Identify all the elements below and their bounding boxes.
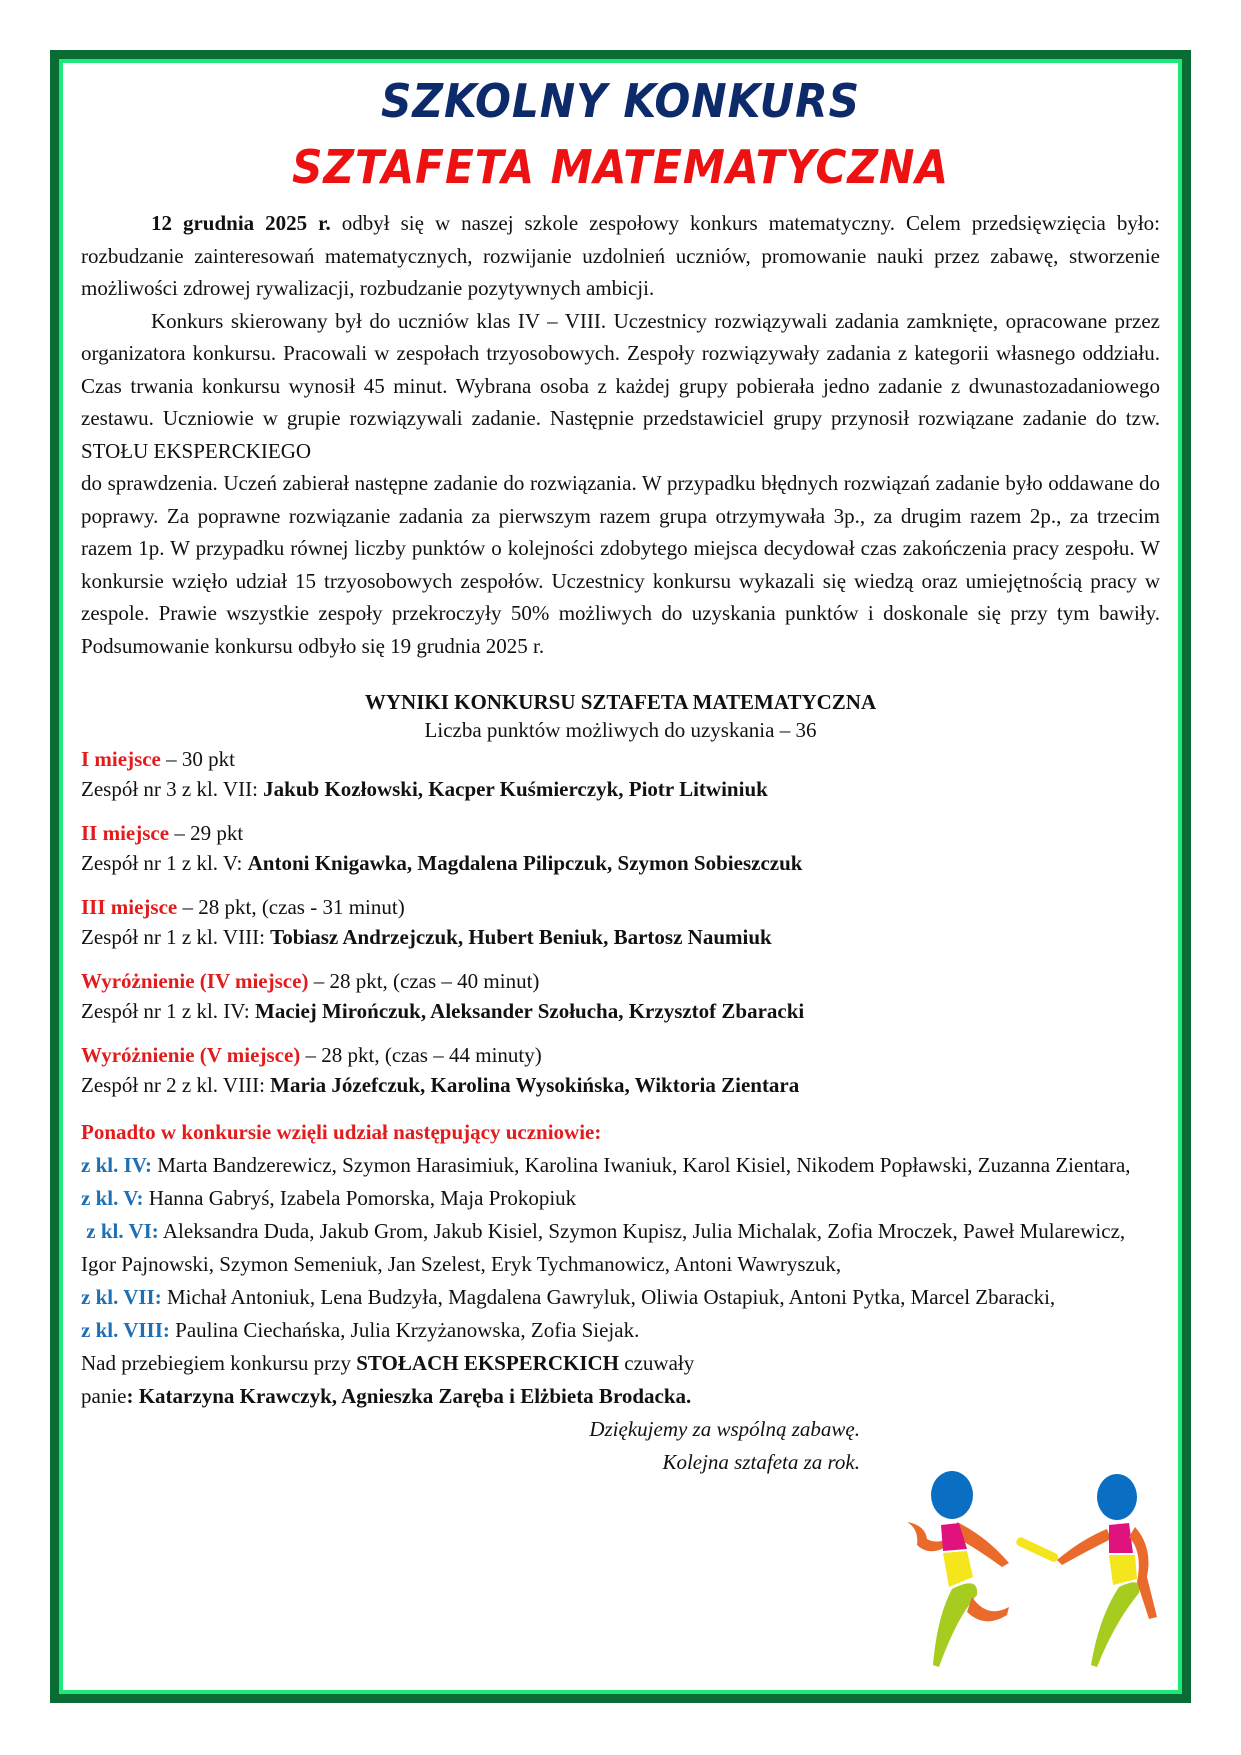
participants-class-6: z kl. VI: Aleksandra Duda, Jakub Grom, Jakub Kisiel, Szymon Kupisz, Julia Michalak, Zofia Mroczek, Paweł Mularewicz, Igor Pajnowski, Szymon Semeniuk, Jan Szelest, Eryk Tychmanowicz, Antoni Wawryszuk, (81, 1219, 1131, 1276)
result-place-1: I miejsce – 30 pkt Zespół nr 3 z kl. VII: Jakub Kozłowski, Kacper Kuśmierczyk, Piotr Litwiniuk (81, 747, 768, 801)
result-place-3: III miejsce – 28 pkt, (czas - 31 minut) Zespół nr 1 z kl. VIII: Tobiasz Andrzejczuk, Hubert Beniuk, Bartosz Naumiuk (81, 895, 772, 949)
participants-section (81, 1116, 1160, 1479)
result-place-2: II miejsce – 29 pkt Zespół nr 1 z kl. V: Antoni Knigawka, Magdalena Pilipczuk, Szymon Sobieszczuk (81, 821, 803, 875)
closing-next-year: Kolejna sztafeta za rok. (662, 1450, 860, 1474)
document-body (81, 59, 1160, 1479)
results-max-points: Liczba punktów możliwych do uzyskania – 36 (424, 718, 817, 742)
intro-paragraph-1: 12 grudnia 2025 r. odbył się w naszej szkole zespołowy konkurs matematyczny. Celem przedsięwzięcia było: rozbudzanie zainteresowań matematycznych, rozwijanie uzdolnień uczniów, promowanie nauki przez zabawę, stworzenie możliwości zdrowej rywalizacji, rozbudzanie pozytywnych ambicji. (81, 211, 1160, 300)
participants-class-8: z kl. VIII: Paulina Ciechańska, Julia Krzyżanowska, Zofia Siejak. (81, 1318, 640, 1342)
result-distinction-4: Wyróżnienie (IV miejsce) – 28 pkt, (czas – 40 minut) Zespół nr 1 z kl. IV: Maciej Mirończuk, Aleksander Szołucha, Krzysztof Zbaracki (81, 969, 805, 1023)
intro-paragraph-2: Konkurs skierowany był do uczniów klas IV – VIII. Uczestnicy rozwiązywali zadania zamknięte, opracowane przez organizatora konkursu. Pracowali w zespołach trzyosobowych. Zespoły rozwiązywały zadania z kategorii własnego oddziału. Czas trwania konkursu wynosił 45 minut. Wybrana osoba z każdej grupy pobierała jedno zadanie z dwunastozadaniowego zestawu. Uczniowie w grupie rozwiązywali zadanie. Następnie przedstawiciel grupy przynosił rozwiązane zadanie do tzw. STOŁU EKSPERCKIEGO (81, 308, 1160, 463)
supervisors-list: panie: Katarzyna Krawczyk, Agnieszka Zaręba i Elżbieta Brodacka. (81, 1384, 692, 1408)
participants-class-4: z kl. IV: Marta Bandzerewicz, Szymon Harasimiuk, Karolina Iwaniuk, Karol Kisiel, Nikodem Popławski, Zuzanna Zientara, (81, 1153, 1131, 1177)
supervision-note: Nad przebiegiem konkursu przy STOŁACH EKSPERCKICH czuwały (81, 1351, 695, 1375)
contest-date: 12 grudnia 2025 r. (151, 211, 331, 235)
relay-runners-icon (897, 1467, 1159, 1667)
results-list (81, 744, 1160, 1100)
results-heading: WYNIKI KONKURSU SZTAFETA MATEMATYCZNA (364, 690, 877, 714)
result-distinction-5: Wyróżnienie (V miejsce) – 28 pkt, (czas – 44 minuty) Zespół nr 2 z kl. VIII: Maria Józefczuk, Karolina Wysokińska, Wiktoria Zientara (81, 1043, 800, 1097)
title-math-relay: SZTAFETA MATEMATYCZNA (291, 140, 950, 194)
title-school-contest: SZKOLNY KONKURS (380, 74, 860, 128)
page-border (50, 50, 1191, 1703)
intro-paragraph-3: do sprawdzenia. Uczeń zabierał następne zadanie do rozwiązania. W przypadku błędnych rozwiązań zadanie było oddawane do poprawy. Za poprawne rozwiązanie zadania za pierwszym razem grupa otrzymywała 3p., za drugim razem 2p., za trzecim razem 1p. W przypadku równej liczby punktów o kolejności zdobytego miejsca decydował czas zakończenia pracy zespołu. W konkursie wzięło udział 15 trzyosobowych zespołów. Uczestnicy konkursu wykazali się wiedzą oraz umiejętnością pracy w zespole. Prawie wszystkie zespoły przekroczyły 50% możliwych do uzyskania punktów i doskonale się przy tym bawiły. Podsumowanie konkursu odbyło się 19 grudnia 2025 r. (81, 471, 1160, 658)
participants-class-5: z kl. V: Hanna Gabryś, Izabela Pomorska, Maja Prokopiuk (81, 1186, 577, 1210)
participants-heading: Ponadto w konkursie wzięli udział następujący uczniowie: (81, 1120, 602, 1144)
participants-class-7: z kl. VII: Michał Antoniuk, Lena Budzyła, Magdalena Gawryluk, Oliwia Ostapiuk, Antoni Pytka, Marcel Zbaracki, (81, 1285, 1056, 1309)
closing-thanks: Dziękujemy za wspólną zabawę. (589, 1417, 860, 1441)
